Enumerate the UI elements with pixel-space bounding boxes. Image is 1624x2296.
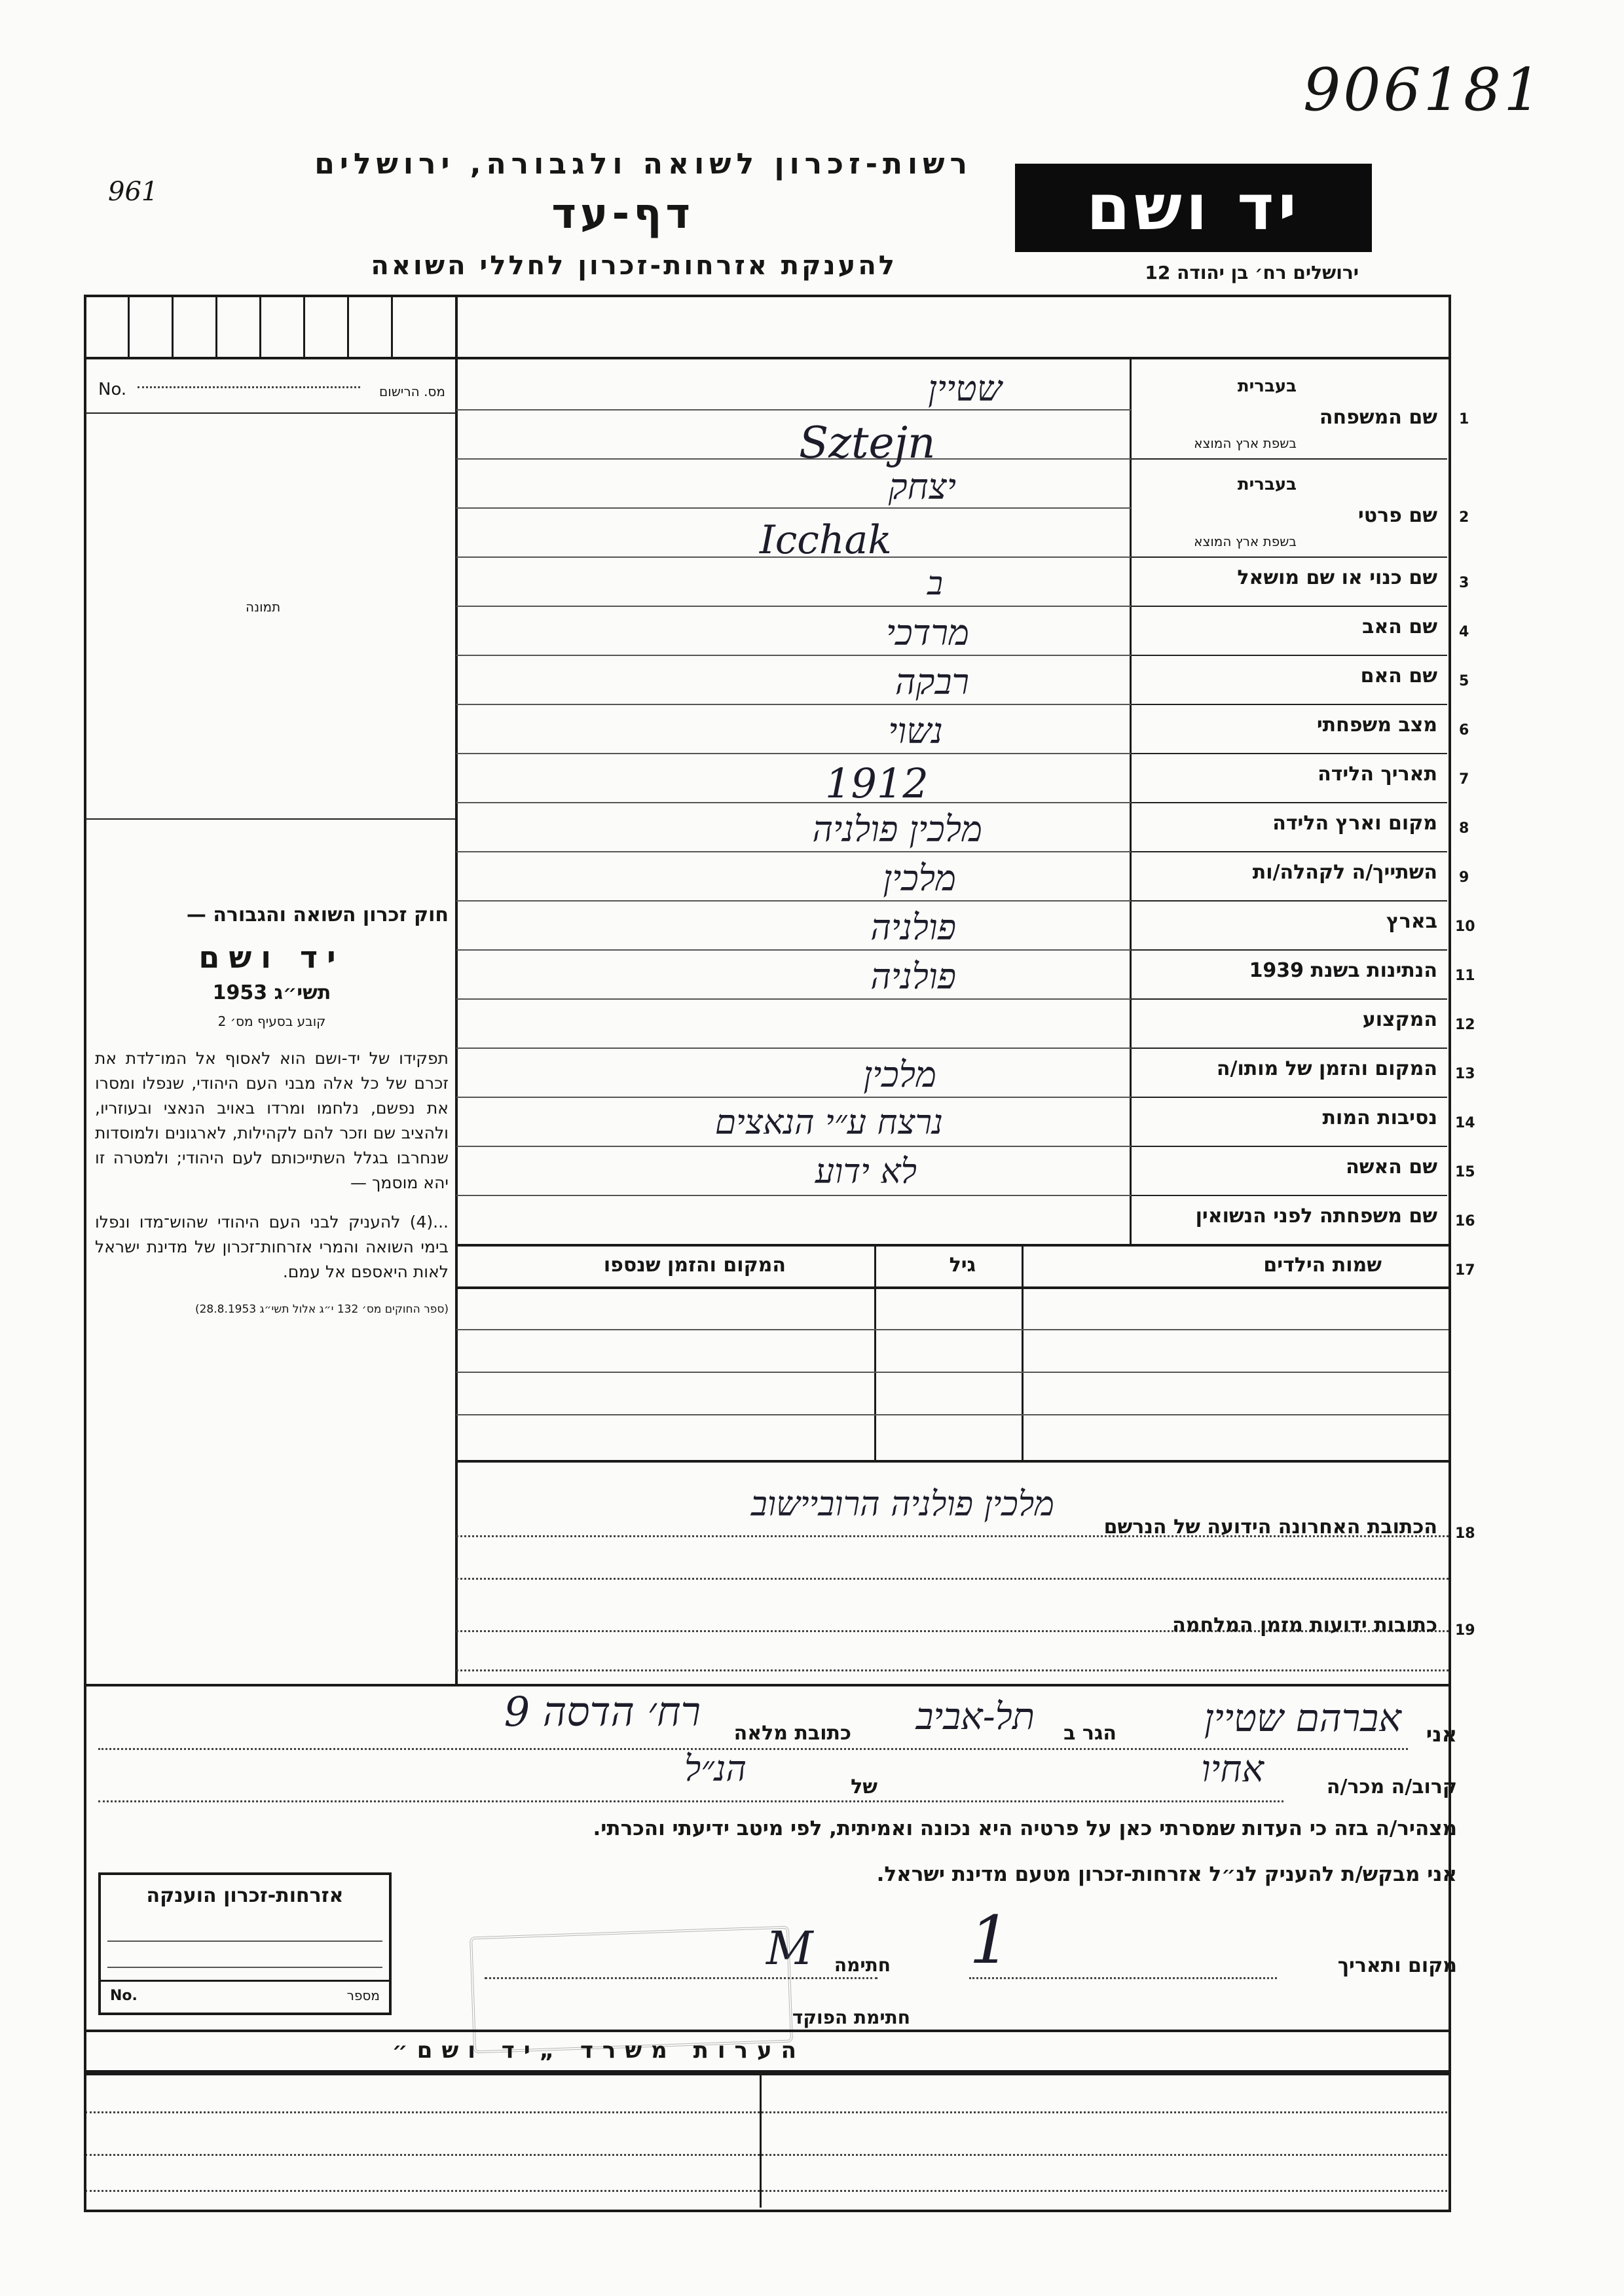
field-14-number: 14 xyxy=(1455,1115,1475,1131)
field-17-number: 17 xyxy=(1455,1262,1475,1279)
decl-resides-label: הגר ב xyxy=(1063,1722,1116,1745)
field-18-value: מלכין פולניה הרוביישוב xyxy=(750,1485,1054,1524)
official-signature-label: חתימת הפוקד xyxy=(792,2007,910,2028)
reg-no-he: מס. הרישום xyxy=(379,384,445,399)
field-13-label: המקום והזמן של מותו/ה xyxy=(1216,1057,1437,1080)
field-1-label: שם המשפחה xyxy=(1319,406,1437,429)
decl-address: רח׳ הדסה 9 xyxy=(504,1688,701,1736)
decl-statement-truth: מצהיר/ה בזה כי העדות שמסרתי כאן על פרטיה היא נכונה ואמיתית, לפי מיטב ידיעתי והכרתי. xyxy=(593,1817,1457,1840)
field-4-value: מרדכי xyxy=(886,612,969,653)
form-subtitle: להענקת אזרחות-זכרון לחללי השואה xyxy=(371,251,897,281)
field-7-number: 7 xyxy=(1459,771,1469,788)
place-date-value: 1 xyxy=(969,1902,1011,1978)
decl-address-label: כתובת מלאה xyxy=(733,1722,851,1745)
children-names-header: שמות הילדים xyxy=(1263,1254,1382,1277)
decl-of-label: של xyxy=(851,1776,877,1798)
field-2-number: 2 xyxy=(1459,509,1469,526)
decl-i-label: אני xyxy=(1426,1722,1457,1747)
field-7-value: 1912 xyxy=(825,759,929,807)
field-6-number: 6 xyxy=(1459,722,1469,738)
logo xyxy=(1015,164,1372,252)
field-9-number: 9 xyxy=(1459,869,1469,886)
authority-line: רשות-זכרון לשואה ולגבורה, ירושלים xyxy=(314,147,972,181)
field-8-number: 8 xyxy=(1459,820,1469,837)
field-11-number: 11 xyxy=(1455,968,1475,984)
field-15-label: שם האשה xyxy=(1346,1156,1437,1178)
field-16-label: שם משפחתה לפני הנשואין xyxy=(1195,1205,1437,1228)
field-5-value: רבקה xyxy=(895,661,969,702)
field-6-value: נשוי xyxy=(888,710,943,752)
field-2-sub-origin: בשפת ארץ המוצא xyxy=(1194,534,1297,549)
stamp-number: 906181 xyxy=(1303,56,1544,124)
field-4-number: 4 xyxy=(1459,624,1469,640)
field-12-number: 12 xyxy=(1455,1017,1475,1033)
field-9-value: מלכין xyxy=(883,858,956,899)
law-reference: (ספר החוקים מס׳ 132 י״ג אלול תשי״ג 28.8.1953) xyxy=(194,1303,449,1316)
field-2-value-origin: Icchak xyxy=(760,517,892,563)
field-8-value: מלכין פולניה xyxy=(812,809,982,850)
office-notes-title: הערות משרד „יד ושם״ xyxy=(392,2037,805,2064)
field-14-value: נרצח ע״י הנאצים xyxy=(714,1103,943,1142)
field-3-number: 3 xyxy=(1459,575,1469,591)
award-box-title: אזרחות-זכרון הוענקה xyxy=(146,1884,344,1907)
law-name: יד ושם xyxy=(198,939,345,975)
children-age-header: גיל xyxy=(949,1254,976,1277)
field-1-sub-origin: בשפת ארץ המוצא xyxy=(1194,435,1297,451)
field-19-label: כתובות ידועות מזמן המלחמה xyxy=(1172,1614,1437,1637)
photo-label: תמונה xyxy=(246,599,281,615)
field-11-label: הנתינות בשנת 1939 xyxy=(1249,959,1437,982)
field-8-label: מקום וארץ הלידה xyxy=(1272,812,1437,835)
field-15-value: לא ידוע xyxy=(815,1152,917,1192)
corner-number: 961 xyxy=(108,177,158,207)
law-body: תפקידו של יד-ושם הוא לאסוף אל המו־לדת את זכרם של כל אלה מבני העם היהודי, שנפלו ומסרו את נפשם, נלחמו ומרדו באויב הנאצי ובעוזריו, ולהציב שם וזכר להם לקהילות, לארגונים ולמוסדות שנחרבו בגלל השתייכותם לעם היהודי; ולמטרה זו יהא מוסמך — xyxy=(95,1049,449,1192)
decl-declarant-name: אברהם שטיין xyxy=(1204,1696,1401,1740)
field-10-label: בארץ xyxy=(1386,910,1437,933)
field-5-label: שם האם xyxy=(1360,665,1437,687)
field-13-value: מלכין xyxy=(863,1054,936,1095)
field-1-value-origin: Sztejn xyxy=(799,418,936,468)
children-place-time-header: המקום והזמן שנספו xyxy=(603,1254,786,1277)
decl-city: תל-אביב xyxy=(915,1696,1035,1738)
declarant-signature: M xyxy=(766,1922,813,1975)
law-text-block xyxy=(95,903,449,1316)
award-no-en: No. xyxy=(110,1988,138,2004)
field-11-value: פולניה xyxy=(870,956,956,997)
field-2-value-hebrew: יצחק xyxy=(888,466,956,507)
award-box xyxy=(98,1872,392,2015)
field-18-label: הכתובת האחרונה הידועה של הנרשם xyxy=(1103,1516,1437,1539)
field-1-sub-hebrew: בעברית xyxy=(1237,376,1297,396)
field-15-number: 15 xyxy=(1455,1164,1475,1180)
place-date-label: מקום ותאריך xyxy=(1337,1954,1457,1977)
field-16-number: 16 xyxy=(1455,1213,1475,1230)
field-2-label: שם פרטי xyxy=(1357,504,1437,527)
field-12-label: המקצוע xyxy=(1362,1008,1437,1031)
field-10-number: 10 xyxy=(1455,919,1475,935)
field-10-value: פולניה xyxy=(870,907,956,948)
field-2-sub-hebrew: בעברית xyxy=(1237,475,1297,494)
form-title: דף-עד xyxy=(551,190,694,238)
field-13-number: 13 xyxy=(1455,1066,1475,1082)
address: ירושלים רח׳ בן יהודה 12 xyxy=(1145,262,1359,283)
field-5-number: 5 xyxy=(1459,673,1469,689)
signature-label: חתימה xyxy=(834,1954,891,1976)
decl-statement-request: אני מבקש/ת להעניק לנ״ל אזרחות-זכרון מטעם מדינת ישראל. xyxy=(876,1863,1457,1886)
law-year: תשי״ג 1953 xyxy=(212,981,331,1004)
field-9-label: השתייך/ה לקהלה/ות xyxy=(1252,861,1437,884)
logo-text: יד ושם xyxy=(1086,171,1301,244)
field-14-label: נסיבות המות xyxy=(1322,1106,1437,1129)
decl-relation: אחיו xyxy=(1201,1748,1264,1791)
decl-of-value: הנ״ל xyxy=(684,1748,747,1789)
law-clause: קובע בסעיף מס׳ 2 xyxy=(217,1013,326,1029)
field-18-number: 18 xyxy=(1455,1525,1475,1542)
registration-number xyxy=(98,380,445,399)
field-4-label: שם האב xyxy=(1362,615,1437,638)
award-no-he: מספר xyxy=(346,1988,380,2003)
field-3-value: ב xyxy=(927,564,943,602)
field-6-label: מצב משפחתי xyxy=(1316,714,1437,737)
decl-relation-label: קרוב/ה מכר/ה xyxy=(1326,1776,1457,1798)
field-1-number: 1 xyxy=(1459,411,1469,428)
field-3-label: שם כנוי או שם מושאל xyxy=(1237,566,1437,589)
field-1-value-hebrew: שטיין xyxy=(928,368,1002,409)
law-body-2: ...(4) להעניק לבני העם היהודי שהוש־מדו ונפלו בימי השואה והמרי אזרחות־זכרון של מדינת ישראל לאות היאספם אל עמם. xyxy=(95,1212,449,1281)
office-notes-frame xyxy=(84,2030,1451,2212)
law-heading: חוק זכרון השואה והגבורה — xyxy=(186,903,449,926)
reg-no-en: No. xyxy=(98,380,127,399)
field-19-number: 19 xyxy=(1455,1622,1475,1639)
field-7-label: תאריך הלידה xyxy=(1318,763,1437,786)
